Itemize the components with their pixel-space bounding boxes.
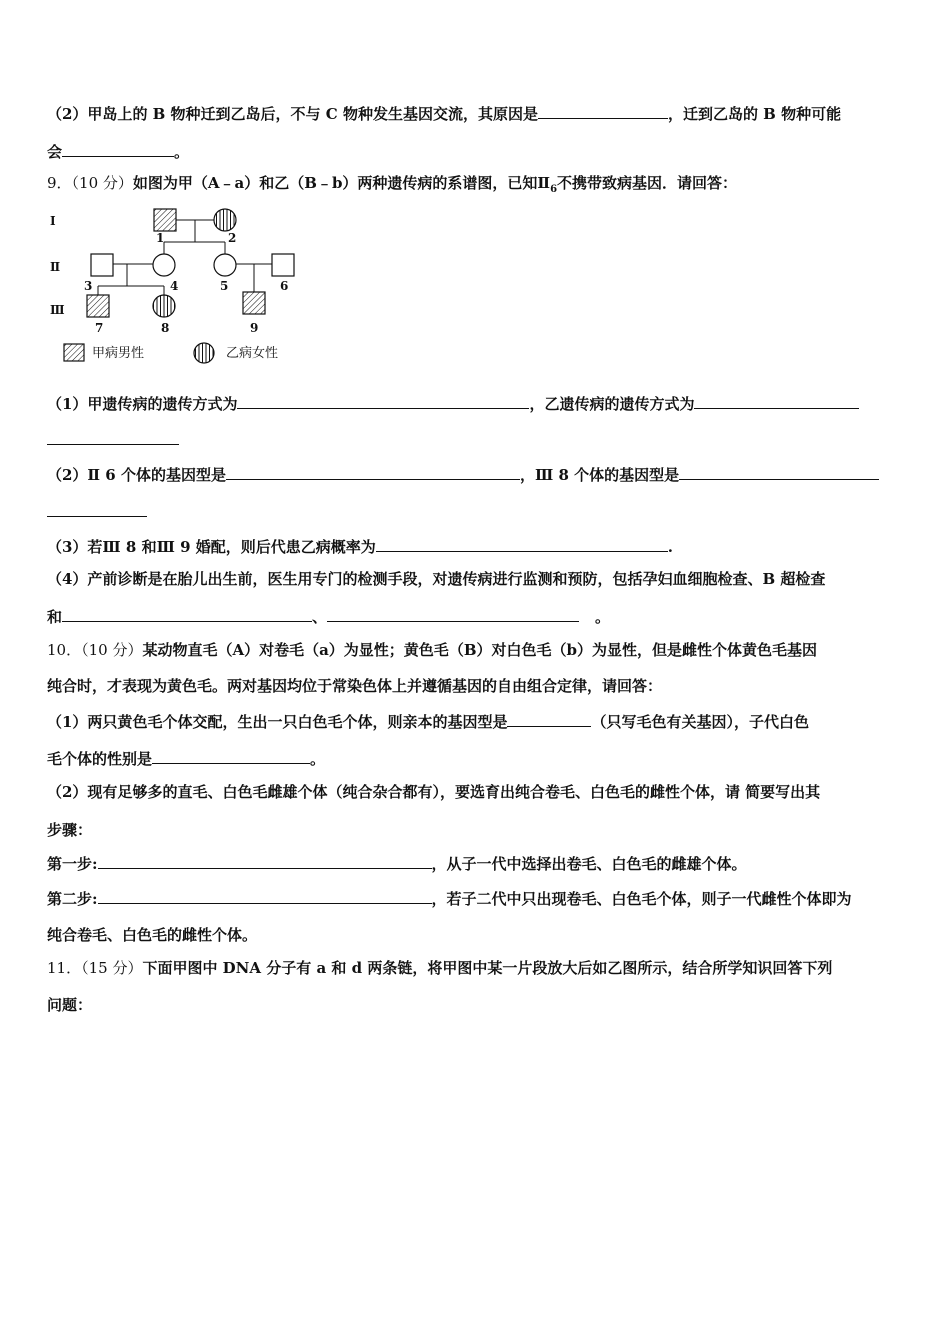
generation-label-1: Ⅰ	[50, 214, 56, 228]
legend-label-disease-a-male: 甲病男性	[92, 346, 145, 361]
q9-sub2-blank-2[interactable]	[679, 463, 879, 480]
q9-sub2-line1	[47, 463, 906, 485]
q9-sub4-text-c: 、	[312, 608, 328, 626]
legend-label-disease-b-female: 乙病女性	[226, 346, 279, 361]
q10-sub1-blank-1[interactable]	[507, 710, 591, 727]
q9-sub2-blank-1[interactable]	[226, 463, 520, 480]
q9-sub4-text-a: （4）产前诊断是在胎儿出生前，医生用专门的检测手段，对遗传病进行监测和预防，包括孕妇血细胞检查、B 超检查	[47, 570, 826, 588]
individual-4-female	[153, 254, 175, 276]
q8-2-text-a: （2）甲岛上的 B 物种迁到乙岛后，不与 C 物种发生基因交流，其原因是	[47, 105, 538, 123]
individual-label-2: 2	[228, 231, 237, 245]
q9-stem	[47, 173, 906, 200]
q8-2-text-b: ，迁到乙岛的 B 物种可能	[667, 105, 842, 123]
q9-sub4-line1	[47, 569, 906, 589]
q9-sub3-text-a: （3）若Ⅲ 8 和Ⅲ 9 婚配，则后代患乙病概率为	[47, 538, 376, 556]
q10-step2-text-a: ，若子二代中只出现卷毛、白色毛个体，则子一代雌性个体即为	[431, 890, 852, 908]
q8-2-blank-2[interactable]	[62, 140, 174, 157]
individual-label-3: 3	[84, 279, 93, 293]
legend-swatch-disease-a-male	[64, 344, 84, 361]
q8-2-line1	[47, 102, 906, 124]
q9-stem-sub: 6	[550, 184, 558, 195]
q11-number: 11．（15 分）	[47, 959, 143, 977]
q10-stem-a: 某动物直毛（A）对卷毛（a）为显性；黄色毛（B）对白色毛（b）为显性，但是雌性个体黄色毛基因	[142, 641, 817, 659]
q9-sub4-blank-2[interactable]	[327, 605, 579, 622]
q10-sub1-text-b: （只写毛色有关基因），子代白色	[591, 713, 809, 731]
q11-stem-b: 问题：	[47, 996, 93, 1014]
individual-1-affected-male	[154, 209, 176, 231]
individual-9-affected-male	[243, 292, 265, 314]
q9-sub2-text-b: ，Ⅲ 8 个体的基因型是	[519, 466, 680, 484]
q9-sub4-line2	[47, 605, 906, 627]
q9-sub1-text-b: ，乙遗传病的遗传方式为	[529, 395, 695, 413]
q9-sub2-text-a: （2）Ⅱ 6 个体的基因型是	[47, 466, 226, 484]
q9-sub4-blank-1[interactable]	[62, 605, 312, 622]
q10-sub1-line2	[47, 747, 906, 769]
individual-label-6: 6	[280, 279, 289, 293]
q8-2-text-c: 会	[47, 143, 63, 161]
q10-step1-blank[interactable]	[98, 852, 432, 869]
q10-sub1-text-a: （1）两只黄色毛个体交配，生出一只白色毛个体，则亲本的基因型是	[47, 713, 508, 731]
q10-sub2-text-a: （2）现有足够多的直毛、白色毛雌雄个体（纯合杂合都有），要选育出纯合卷毛、白色毛的雌性个体，请 简要写出其	[47, 783, 821, 801]
q10-stem-b: 纯合时，才表现为黄色毛。两对基因均位于常染色体上并遵循基因的自由组合定律，请回答：	[47, 677, 663, 695]
q10-step2-label: 第二步:	[47, 890, 98, 908]
q11-stem-line1	[47, 958, 906, 978]
legend-swatch-disease-b-female	[194, 343, 214, 363]
q9-sub3-text-b: .	[667, 538, 673, 556]
individual-label-1: 1	[156, 231, 165, 245]
q10-step2-line2	[47, 925, 906, 945]
q9-sub1-line1	[47, 392, 906, 414]
q10-step1-text: ，从子一代中选择出卷毛、白色毛的雌雄个体。	[431, 855, 747, 873]
q10-sub1-blank-2[interactable]	[152, 747, 310, 764]
q10-step2-blank[interactable]	[98, 887, 432, 904]
q10-step1-line	[47, 852, 906, 874]
q10-stem-line2	[47, 676, 906, 696]
q10-sub2-text-b: 步骤：	[47, 821, 93, 839]
pedigree-diagram	[44, 202, 314, 370]
q11-stem-line2	[47, 995, 906, 1015]
q9-sub4-text-b: 和	[47, 608, 63, 626]
q11-stem-a: 下面甲图中 DNA 分子有 a 和 d 两条链，将甲图中某一片段放大后如乙图所示，结合所学知识回答下列	[142, 959, 833, 977]
q9-number: 9．（10 分）	[47, 174, 133, 192]
q9-sub2-line2	[47, 500, 906, 522]
individual-label-9: 9	[250, 321, 259, 335]
q8-2-blank-1[interactable]	[538, 102, 668, 119]
individual-5-female	[214, 254, 236, 276]
individual-label-4: 4	[170, 279, 179, 293]
q9-stem-b: 不携带致病基因．请回答：	[557, 174, 738, 192]
q9-sub1-text-a: （1）甲遗传病的遗传方式为	[47, 395, 238, 413]
q9-sub1-blank-1[interactable]	[237, 392, 529, 409]
individual-3-male	[91, 254, 113, 276]
pedigree-lines	[98, 220, 272, 295]
q9-stem-a: 如图为甲（A﹣a）和乙（B﹣b）两种遗传病的系谱图，已知Ⅱ	[132, 174, 551, 192]
q10-stem-line1	[47, 640, 906, 660]
individual-6-male	[272, 254, 294, 276]
q9-sub1-blank-2[interactable]	[694, 392, 859, 409]
individual-2-affected-female	[214, 209, 236, 231]
q10-step1-label: 第一步:	[47, 855, 98, 873]
q9-sub1-line2	[47, 428, 906, 450]
q10-step2-text-b: 纯合卷毛、白色毛的雌性个体。	[47, 926, 258, 944]
individual-7-affected-male	[87, 295, 109, 317]
q10-sub1-line1	[47, 710, 906, 732]
q9-sub4-text-d: 。	[595, 608, 611, 626]
individual-label-7: 7	[95, 321, 104, 335]
individual-8-affected-female	[153, 295, 175, 317]
q10-sub1-text-c: 毛个体的性别是	[47, 750, 153, 768]
q8-2-text-d: 。	[174, 143, 190, 161]
q9-sub3-blank[interactable]	[376, 535, 668, 552]
q10-step2-line1	[47, 887, 906, 909]
q10-sub1-text-d: 。	[310, 750, 326, 768]
individual-label-5: 5	[220, 279, 229, 293]
q8-2-line2	[47, 140, 906, 162]
q9-sub3-line	[47, 535, 906, 557]
q9-sub2-blank-3[interactable]	[47, 500, 147, 517]
q10-number: 10．（10 分）	[47, 641, 143, 659]
q10-sub2-line2	[47, 820, 906, 840]
generation-label-2: Ⅱ	[50, 260, 61, 274]
q10-sub2-line1	[47, 782, 906, 802]
generation-label-3: Ⅲ	[50, 303, 65, 317]
individual-label-8: 8	[161, 321, 170, 335]
q9-sub1-blank-3[interactable]	[47, 428, 179, 445]
